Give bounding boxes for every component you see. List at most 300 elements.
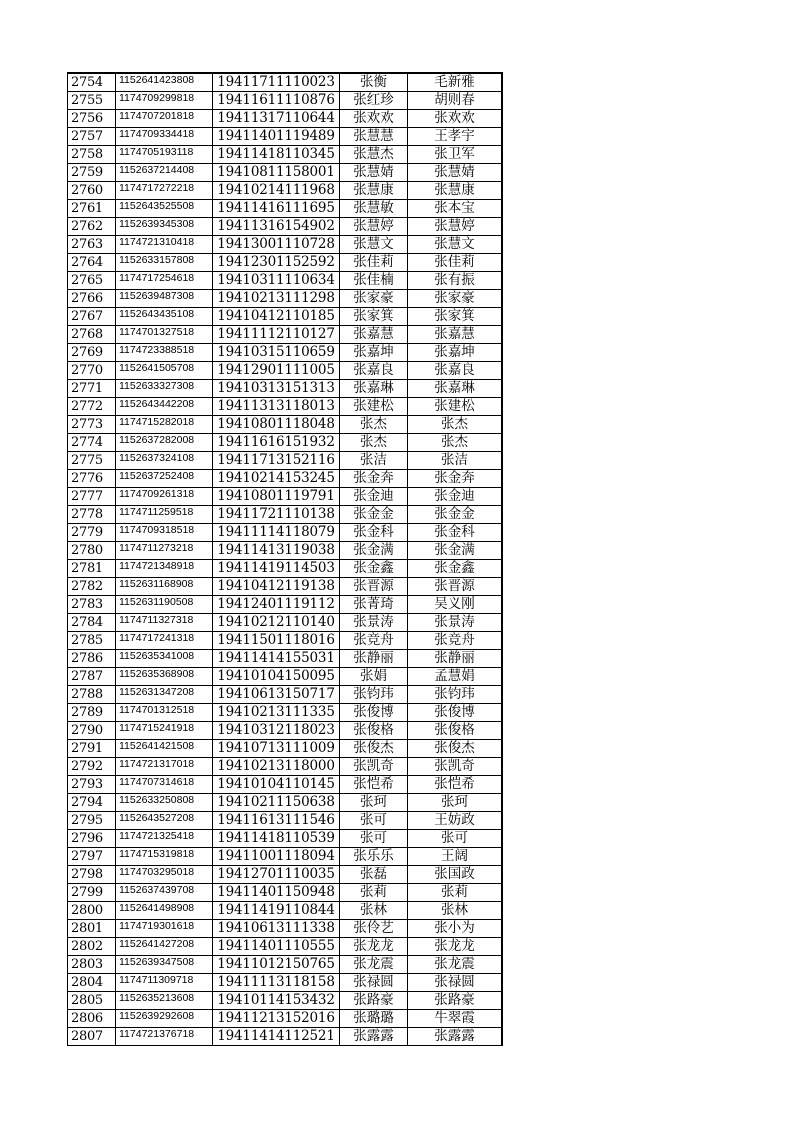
name-cell: 张俊博 <box>340 704 408 722</box>
second-name-cell: 张家箕 <box>408 308 503 326</box>
table-row <box>68 776 503 794</box>
registration-code-cell: 1152631168908 <box>116 578 213 596</box>
table-row <box>68 758 503 776</box>
table-row <box>68 146 503 164</box>
second-name-cell: 胡则春 <box>408 92 503 110</box>
name-cell: 张建松 <box>340 398 408 416</box>
row-number-cell: 2756 <box>68 110 116 128</box>
name-cell: 张恺希 <box>340 776 408 794</box>
table-row <box>68 704 503 722</box>
table-row <box>68 398 503 416</box>
name-cell: 张龙震 <box>340 956 408 974</box>
name-cell: 张禄圆 <box>340 974 408 992</box>
table-row <box>68 110 503 128</box>
registration-code-cell: 1174717254618 <box>116 272 213 290</box>
row-number-cell: 2799 <box>68 884 116 902</box>
exam-number-cell: 19410311110634 <box>213 272 340 290</box>
second-name-cell: 张洁 <box>408 452 503 470</box>
name-cell: 张钧玮 <box>340 686 408 704</box>
row-number-cell: 2762 <box>68 218 116 236</box>
registration-code-cell: 1174723388518 <box>116 344 213 362</box>
registration-code-cell: 1174715241918 <box>116 722 213 740</box>
second-name-cell: 张金鑫 <box>408 560 503 578</box>
registration-code-cell: 1152637252408 <box>116 470 213 488</box>
name-cell: 张嘉琳 <box>340 380 408 398</box>
name-cell: 张慧婧 <box>340 164 408 182</box>
name-cell: 张金奔 <box>340 470 408 488</box>
registration-code-cell: 1174717241318 <box>116 632 213 650</box>
table-row <box>68 992 503 1010</box>
second-name-cell: 张林 <box>408 902 503 920</box>
exam-number-cell: 19411313118013 <box>213 398 340 416</box>
exam-number-cell: 19411401150948 <box>213 884 340 902</box>
table-row <box>68 362 503 380</box>
name-cell: 张衡 <box>340 73 408 92</box>
name-cell: 张慧文 <box>340 236 408 254</box>
registration-code-cell: 1152635213608 <box>116 992 213 1010</box>
exam-number-cell: 19410211150638 <box>213 794 340 812</box>
row-number-cell: 2764 <box>68 254 116 272</box>
exam-number-cell: 19411721110138 <box>213 506 340 524</box>
row-number-cell: 2798 <box>68 866 116 884</box>
table-row <box>68 920 503 938</box>
second-name-cell: 张佳莉 <box>408 254 503 272</box>
second-name-cell: 吴义刚 <box>408 596 503 614</box>
row-number-cell: 2778 <box>68 506 116 524</box>
second-name-cell: 张俊杰 <box>408 740 503 758</box>
exam-number-cell: 19411613111546 <box>213 812 340 830</box>
table-row <box>68 434 503 452</box>
table-row <box>68 560 503 578</box>
registration-code-cell: 1152641505708 <box>116 362 213 380</box>
exam-number-cell: 19410613111338 <box>213 920 340 938</box>
registration-code-cell: 1152637439708 <box>116 884 213 902</box>
name-cell: 张嘉坤 <box>340 344 408 362</box>
table-row <box>68 614 503 632</box>
registration-code-cell: 1174715319818 <box>116 848 213 866</box>
row-number-cell: 2770 <box>68 362 116 380</box>
second-name-cell: 张静丽 <box>408 650 503 668</box>
registration-code-cell: 1174705193118 <box>116 146 213 164</box>
name-cell: 张金满 <box>340 542 408 560</box>
second-name-cell: 张慧婧 <box>408 164 503 182</box>
row-number-cell: 2786 <box>68 650 116 668</box>
table-row <box>68 200 503 218</box>
name-cell: 张可 <box>340 812 408 830</box>
second-name-cell: 张龙龙 <box>408 938 503 956</box>
exam-number-cell: 19410315110659 <box>213 344 340 362</box>
registration-code-cell: 1174721325418 <box>116 830 213 848</box>
second-name-cell: 张慧婷 <box>408 218 503 236</box>
name-cell: 张晋源 <box>340 578 408 596</box>
registration-code-cell: 1152631190508 <box>116 596 213 614</box>
registration-code-cell: 1152643442208 <box>116 398 213 416</box>
row-number-cell: 2789 <box>68 704 116 722</box>
row-number-cell: 2787 <box>68 668 116 686</box>
name-cell: 张金迪 <box>340 488 408 506</box>
table-row <box>68 488 503 506</box>
row-number-cell: 2772 <box>68 398 116 416</box>
exam-number-cell: 19410312118023 <box>213 722 340 740</box>
exam-number-cell: 19410214111968 <box>213 182 340 200</box>
registration-code-cell: 1174711327318 <box>116 614 213 632</box>
name-cell: 张龙龙 <box>340 938 408 956</box>
registration-code-cell: 1152635341008 <box>116 650 213 668</box>
exam-number-cell: 19411418110539 <box>213 830 340 848</box>
row-number-cell: 2783 <box>68 596 116 614</box>
exam-number-cell: 19411112110127 <box>213 326 340 344</box>
exam-number-cell: 19411401119489 <box>213 128 340 146</box>
registration-code-cell: 1152633327308 <box>116 380 213 398</box>
table-row <box>68 92 503 110</box>
second-name-cell: 张嘉慧 <box>408 326 503 344</box>
table-row <box>68 866 503 884</box>
second-name-cell: 张珂 <box>408 794 503 812</box>
registration-code-cell: 1152641421508 <box>116 740 213 758</box>
second-name-cell: 孟慧娟 <box>408 668 503 686</box>
second-name-cell: 张国政 <box>408 866 503 884</box>
name-cell: 张俊杰 <box>340 740 408 758</box>
second-name-cell: 张竞舟 <box>408 632 503 650</box>
row-number-cell: 2807 <box>68 1028 116 1046</box>
table-row <box>68 650 503 668</box>
row-number-cell: 2784 <box>68 614 116 632</box>
row-number-cell: 2791 <box>68 740 116 758</box>
second-name-cell: 张金满 <box>408 542 503 560</box>
row-number-cell: 2779 <box>68 524 116 542</box>
row-number-cell: 2794 <box>68 794 116 812</box>
second-name-cell: 张可 <box>408 830 503 848</box>
second-name-cell: 张莉 <box>408 884 503 902</box>
exam-number-cell: 19411711110023 <box>213 73 340 92</box>
registration-code-cell: 1152637214408 <box>116 164 213 182</box>
row-number-cell: 2802 <box>68 938 116 956</box>
second-name-cell: 张本宝 <box>408 200 503 218</box>
table-row <box>68 1028 503 1046</box>
table-row <box>68 812 503 830</box>
exam-number-cell: 19411501118016 <box>213 632 340 650</box>
second-name-cell: 张嘉良 <box>408 362 503 380</box>
table-row <box>68 794 503 812</box>
table-row <box>68 128 503 146</box>
row-number-cell: 2766 <box>68 290 116 308</box>
row-number-cell: 2773 <box>68 416 116 434</box>
row-number-cell: 2763 <box>68 236 116 254</box>
registration-code-cell: 1152643435108 <box>116 308 213 326</box>
name-cell: 张静丽 <box>340 650 408 668</box>
name-cell: 张家箕 <box>340 308 408 326</box>
registration-code-cell: 1152639487308 <box>116 290 213 308</box>
row-number-cell: 2774 <box>68 434 116 452</box>
name-cell: 张慧杰 <box>340 146 408 164</box>
table-row <box>68 254 503 272</box>
second-name-cell: 张俊博 <box>408 704 503 722</box>
exam-number-cell: 19411418110345 <box>213 146 340 164</box>
registration-code-cell: 1174709299818 <box>116 92 213 110</box>
second-name-cell: 王妨政 <box>408 812 503 830</box>
registration-code-cell: 1174721310418 <box>116 236 213 254</box>
row-number-cell: 2800 <box>68 902 116 920</box>
table-row <box>68 956 503 974</box>
row-number-cell: 2777 <box>68 488 116 506</box>
registration-code-cell: 1174707201818 <box>116 110 213 128</box>
name-cell: 张欢欢 <box>340 110 408 128</box>
exam-number-cell: 19410412119138 <box>213 578 340 596</box>
registration-code-cell: 1152635368908 <box>116 668 213 686</box>
registration-code-cell: 1174711309718 <box>116 974 213 992</box>
exam-number-cell: 19411114118079 <box>213 524 340 542</box>
name-cell: 张景涛 <box>340 614 408 632</box>
name-cell: 张佳楠 <box>340 272 408 290</box>
second-name-cell: 张路豪 <box>408 992 503 1010</box>
name-cell: 张慧敏 <box>340 200 408 218</box>
row-number-cell: 2776 <box>68 470 116 488</box>
registration-code-cell: 1174709318518 <box>116 524 213 542</box>
exam-number-cell: 19410114153432 <box>213 992 340 1010</box>
second-name-cell: 张嘉坤 <box>408 344 503 362</box>
row-number-cell: 2761 <box>68 200 116 218</box>
table-row <box>68 218 503 236</box>
exam-number-cell: 19411001118094 <box>213 848 340 866</box>
row-number-cell: 2806 <box>68 1010 116 1028</box>
row-number-cell: 2796 <box>68 830 116 848</box>
second-name-cell: 王孝宇 <box>408 128 503 146</box>
row-number-cell: 2805 <box>68 992 116 1010</box>
exam-number-cell: 19412301152592 <box>213 254 340 272</box>
exam-number-cell: 19410412110185 <box>213 308 340 326</box>
name-cell: 张慧康 <box>340 182 408 200</box>
second-name-cell: 张金迪 <box>408 488 503 506</box>
row-number-cell: 2758 <box>68 146 116 164</box>
table-row <box>68 236 503 254</box>
second-name-cell: 张晋源 <box>408 578 503 596</box>
table-row <box>68 380 503 398</box>
row-number-cell: 2801 <box>68 920 116 938</box>
exam-number-cell: 19411113118158 <box>213 974 340 992</box>
exam-number-cell: 19410214153245 <box>213 470 340 488</box>
table-row <box>68 452 503 470</box>
exam-number-cell: 19410801118048 <box>213 416 340 434</box>
exam-number-cell: 19410811158001 <box>213 164 340 182</box>
registration-code-cell: 1174709334418 <box>116 128 213 146</box>
registration-code-cell: 1152633250808 <box>116 794 213 812</box>
exam-number-cell: 19412401119112 <box>213 596 340 614</box>
second-name-cell: 张欢欢 <box>408 110 503 128</box>
second-name-cell: 王阔 <box>408 848 503 866</box>
second-name-cell: 张卫军 <box>408 146 503 164</box>
registration-code-cell: 1152637324108 <box>116 452 213 470</box>
row-number-cell: 2793 <box>68 776 116 794</box>
table-row <box>68 722 503 740</box>
exam-number-cell: 19410313151313 <box>213 380 340 398</box>
registration-code-cell: 1152633157808 <box>116 254 213 272</box>
exam-number-cell: 19410104110145 <box>213 776 340 794</box>
registration-code-cell: 1174717272218 <box>116 182 213 200</box>
name-cell: 张菁琦 <box>340 596 408 614</box>
registration-code-cell: 1174719301618 <box>116 920 213 938</box>
table-row <box>68 542 503 560</box>
table-row <box>68 272 503 290</box>
row-number-cell: 2769 <box>68 344 116 362</box>
registration-code-cell: 1174721317018 <box>116 758 213 776</box>
exam-number-cell: 19411419114503 <box>213 560 340 578</box>
registration-code-cell: 1152637282008 <box>116 434 213 452</box>
table-row <box>68 416 503 434</box>
row-number-cell: 2765 <box>68 272 116 290</box>
second-name-cell: 张龙震 <box>408 956 503 974</box>
name-cell: 张金金 <box>340 506 408 524</box>
exam-number-cell: 19411317110644 <box>213 110 340 128</box>
registration-code-cell: 1174711273218 <box>116 542 213 560</box>
row-number-cell: 2803 <box>68 956 116 974</box>
second-name-cell: 张恺希 <box>408 776 503 794</box>
row-number-cell: 2754 <box>68 73 116 92</box>
table-row <box>68 506 503 524</box>
name-cell: 张伶艺 <box>340 920 408 938</box>
second-name-cell: 张金奔 <box>408 470 503 488</box>
row-number-cell: 2792 <box>68 758 116 776</box>
registration-code-cell: 1174721348918 <box>116 560 213 578</box>
name-cell: 张林 <box>340 902 408 920</box>
registration-code-cell: 1152631347208 <box>116 686 213 704</box>
second-name-cell: 张景涛 <box>408 614 503 632</box>
name-cell: 张嘉良 <box>340 362 408 380</box>
row-number-cell: 2781 <box>68 560 116 578</box>
row-number-cell: 2788 <box>68 686 116 704</box>
exam-number-cell: 19411414155031 <box>213 650 340 668</box>
table-row <box>68 524 503 542</box>
name-cell: 张竞舟 <box>340 632 408 650</box>
second-name-cell: 张嘉琳 <box>408 380 503 398</box>
exam-number-cell: 19411012150765 <box>213 956 340 974</box>
row-number-cell: 2755 <box>68 92 116 110</box>
name-cell: 张洁 <box>340 452 408 470</box>
exam-number-cell: 19413001110728 <box>213 236 340 254</box>
table-row <box>68 830 503 848</box>
table-row <box>68 578 503 596</box>
name-cell: 张红珍 <box>340 92 408 110</box>
registration-code-cell: 1174711259518 <box>116 506 213 524</box>
exam-number-cell: 19412901111005 <box>213 362 340 380</box>
exam-number-cell: 19410613150717 <box>213 686 340 704</box>
exam-number-cell: 19410213111335 <box>213 704 340 722</box>
table-row <box>68 902 503 920</box>
second-name-cell: 张杰 <box>408 434 503 452</box>
exam-number-cell: 19410713111009 <box>213 740 340 758</box>
table-row <box>68 884 503 902</box>
row-number-cell: 2795 <box>68 812 116 830</box>
table-row <box>68 308 503 326</box>
table-row <box>68 632 503 650</box>
second-name-cell: 牛翠霞 <box>408 1010 503 1028</box>
exam-number-cell: 19411611110876 <box>213 92 340 110</box>
table-row <box>68 938 503 956</box>
roster-body <box>68 73 503 1046</box>
name-cell: 张珂 <box>340 794 408 812</box>
name-cell: 张娟 <box>340 668 408 686</box>
table-row <box>68 974 503 992</box>
table-row <box>68 596 503 614</box>
exam-number-cell: 19410213118000 <box>213 758 340 776</box>
row-number-cell: 2797 <box>68 848 116 866</box>
second-name-cell: 张露露 <box>408 1028 503 1046</box>
second-name-cell: 张金科 <box>408 524 503 542</box>
row-number-cell: 2782 <box>68 578 116 596</box>
registration-code-cell: 1152643527208 <box>116 812 213 830</box>
table-row <box>68 1010 503 1028</box>
name-cell: 张凯奇 <box>340 758 408 776</box>
name-cell: 张可 <box>340 830 408 848</box>
row-number-cell: 2780 <box>68 542 116 560</box>
roster-table <box>67 72 503 1046</box>
registration-code-cell: 1174703295018 <box>116 866 213 884</box>
table-row <box>68 326 503 344</box>
name-cell: 张璐璐 <box>340 1010 408 1028</box>
row-number-cell: 2771 <box>68 380 116 398</box>
row-number-cell: 2759 <box>68 164 116 182</box>
table-row <box>68 73 503 92</box>
table-row <box>68 164 503 182</box>
row-number-cell: 2775 <box>68 452 116 470</box>
exam-number-cell: 19411414112521 <box>213 1028 340 1046</box>
registration-code-cell: 1152641498908 <box>116 902 213 920</box>
table-row <box>68 740 503 758</box>
second-name-cell: 张钧玮 <box>408 686 503 704</box>
second-name-cell: 毛新雅 <box>408 73 503 92</box>
table-row <box>68 182 503 200</box>
exam-number-cell: 19411401110555 <box>213 938 340 956</box>
name-cell: 张乐乐 <box>340 848 408 866</box>
name-cell: 张杰 <box>340 416 408 434</box>
exam-number-cell: 19411316154902 <box>213 218 340 236</box>
registration-code-cell: 1174707314618 <box>116 776 213 794</box>
registration-code-cell: 1152643525508 <box>116 200 213 218</box>
registration-code-cell: 1174709261318 <box>116 488 213 506</box>
name-cell: 张磊 <box>340 866 408 884</box>
table-row <box>68 848 503 866</box>
table-row <box>68 668 503 686</box>
row-number-cell: 2804 <box>68 974 116 992</box>
exam-number-cell: 19411713152116 <box>213 452 340 470</box>
name-cell: 张慧慧 <box>340 128 408 146</box>
name-cell: 张杰 <box>340 434 408 452</box>
registration-code-cell: 1152641427208 <box>116 938 213 956</box>
exam-number-cell: 19411616151932 <box>213 434 340 452</box>
second-name-cell: 张禄圆 <box>408 974 503 992</box>
exam-number-cell: 19411413119038 <box>213 542 340 560</box>
second-name-cell: 张小为 <box>408 920 503 938</box>
table-row <box>68 344 503 362</box>
registration-code-cell: 1152639292608 <box>116 1010 213 1028</box>
second-name-cell: 张建松 <box>408 398 503 416</box>
row-number-cell: 2768 <box>68 326 116 344</box>
name-cell: 张金鑫 <box>340 560 408 578</box>
name-cell: 张露露 <box>340 1028 408 1046</box>
registration-code-cell: 1174701327518 <box>116 326 213 344</box>
name-cell: 张佳莉 <box>340 254 408 272</box>
exam-number-cell: 19411213152016 <box>213 1010 340 1028</box>
second-name-cell: 张杰 <box>408 416 503 434</box>
exam-number-cell: 19410801119791 <box>213 488 340 506</box>
exam-number-cell: 19411419110844 <box>213 902 340 920</box>
second-name-cell: 张凯奇 <box>408 758 503 776</box>
exam-number-cell: 19412701110035 <box>213 866 340 884</box>
name-cell: 张路豪 <box>340 992 408 1010</box>
name-cell: 张莉 <box>340 884 408 902</box>
registration-code-cell: 1174701312518 <box>116 704 213 722</box>
row-number-cell: 2760 <box>68 182 116 200</box>
registration-code-cell: 1174715282018 <box>116 416 213 434</box>
